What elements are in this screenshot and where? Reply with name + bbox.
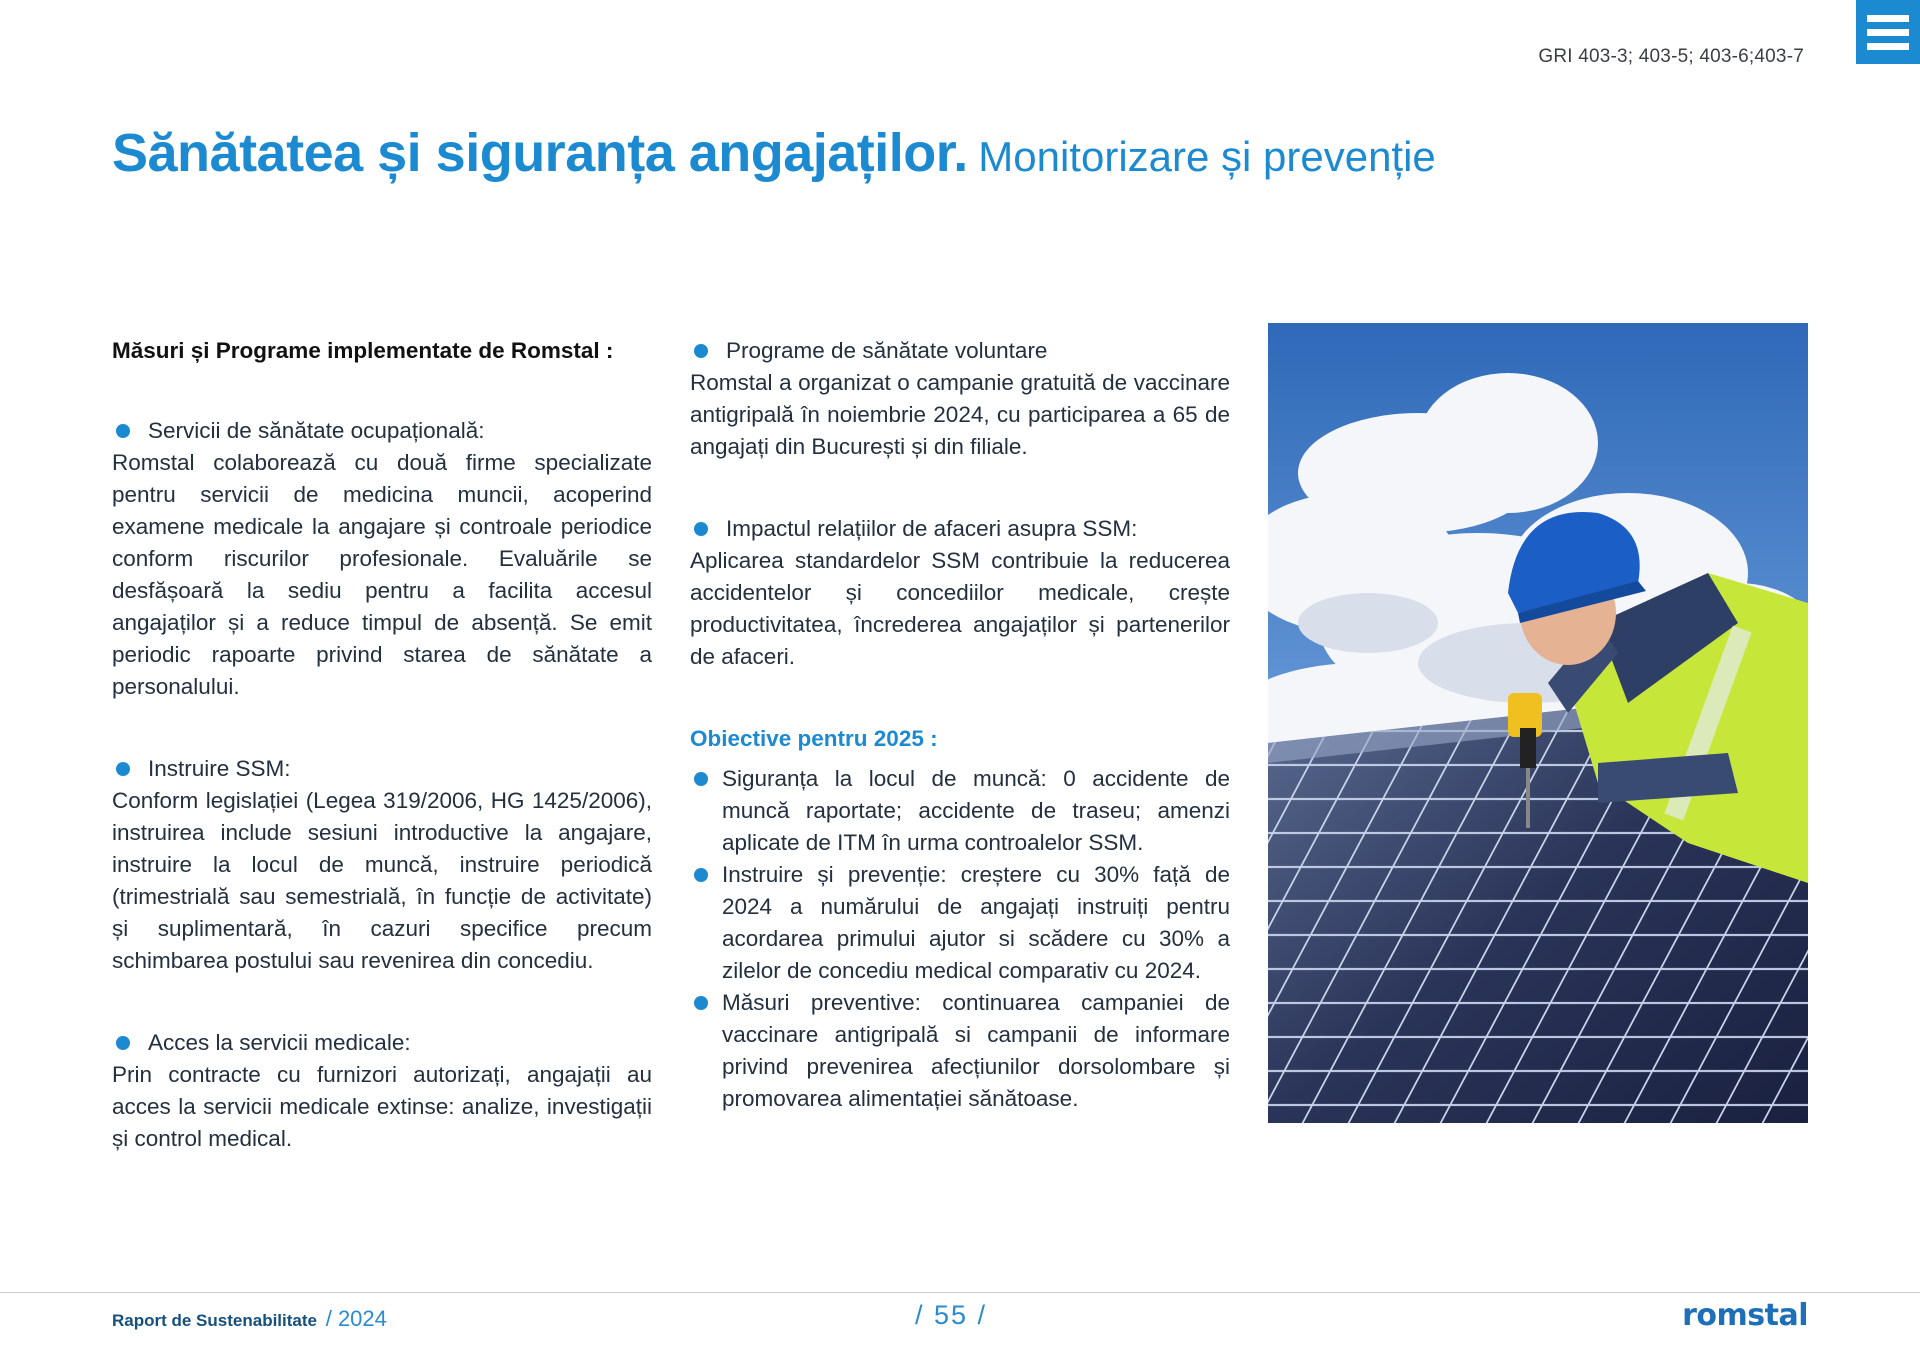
- bullet-dot-icon: [694, 522, 708, 536]
- hamburger-menu-icon[interactable]: [1856, 0, 1920, 64]
- bullet-dot-icon: [116, 424, 130, 438]
- page-title-strong: Sănătatea și siguranța angajaților.: [112, 123, 968, 183]
- page-number: / 55 /: [915, 1300, 988, 1330]
- objective-item: [690, 763, 1230, 859]
- program-text: Romstal a organizat o campanie gratuită de vaccinare antigripală în noiembrie 2024, cu participarea a 65 de angajați din București și din filiale.: [690, 370, 1230, 459]
- bullet-dot-icon: [694, 772, 708, 786]
- page-title: [112, 122, 1436, 184]
- bullet-dot-icon: [116, 1036, 130, 1050]
- page-title-subtitle: Monitorizare și prevenție: [978, 133, 1436, 180]
- measure-text: Conform legislației (Legea 319/2006, HG 1425/2006), instruirea include sesiuni introductive la angajare, instruire la locul de muncă, instruire periodică (trimestrială sau semestrială, în funcție de activitate) și suplimentară, în cazuri specifice precum schimbarea postului sau revenirea din concediu.: [112, 788, 652, 973]
- objective-text: Instruire și prevenție: creștere cu 30% față de 2024 a numărului de angajați instruiți pentru acordarea primului ajutor si scădere cu 30% a zilelor de concediu medical comparativ cu 2024.: [722, 862, 1230, 983]
- menu-bar: [1867, 29, 1909, 36]
- gri-reference: GRI 403-3; 403-5; 403-6;403-7: [1538, 46, 1804, 67]
- middle-column: [690, 335, 1230, 1115]
- program-title: Impactul relațiilor de afaceri asupra SSM:: [726, 516, 1138, 541]
- objective-item: [690, 987, 1230, 1115]
- left-column: [112, 335, 652, 1205]
- measure-title: Instruire SSM:: [148, 756, 291, 781]
- footer-report-year: / 2024: [325, 1306, 387, 1331]
- bullet-dot-icon: [694, 868, 708, 882]
- footer-report-label: [112, 1306, 387, 1332]
- objective-text: Siguranța la locul de muncă: 0 accidente de muncă raportate; accidente de traseu; amenzi aplicate de ITM în urma controalelor SSM.: [722, 766, 1230, 855]
- program-block: [690, 513, 1230, 673]
- measure-title: Servicii de sănătate ocupațională:: [148, 418, 485, 443]
- bullet-dot-icon: [116, 762, 130, 776]
- program-title: Programe de sănătate voluntare: [726, 338, 1048, 363]
- measure-block: [112, 415, 652, 703]
- bullet-dot-icon: [694, 996, 708, 1010]
- objectives-list: [690, 763, 1230, 1115]
- measure-block: [112, 1027, 652, 1155]
- objectives-heading: Obiective pentru 2025 :: [690, 726, 938, 751]
- footer-report-title: Raport de Sustenabilitate: [112, 1311, 317, 1330]
- menu-bar: [1867, 15, 1909, 22]
- solar-worker-photo: [1268, 323, 1808, 1123]
- bullet-dot-icon: [694, 344, 708, 358]
- measure-text: Romstal colaborează cu două firme specializate pentru servicii de medicina muncii, acoperind examene medicale la angajare și controale periodice conform riscurilor profesionale. Evaluările se desfășoară la sediu pentru a facilita accesul angajaților și a reduce timpul de absență. Se emit periodic rapoarte privind starea de sănătate a personalului.: [112, 450, 652, 699]
- measure-block: [112, 753, 652, 977]
- program-block: [690, 335, 1230, 463]
- measure-title: Acces la servicii medicale:: [148, 1030, 411, 1055]
- objective-item: [690, 859, 1230, 987]
- menu-bar: [1867, 43, 1909, 50]
- measures-heading: Măsuri și Programe implementate de Romstal :: [112, 338, 614, 363]
- footer-divider: [0, 1292, 1920, 1293]
- romstal-logo[interactable]: romstal: [1682, 1298, 1808, 1333]
- solar-worker-illustration: [1268, 323, 1808, 1123]
- program-text: Aplicarea standardelor SSM contribuie la reducerea accidentelor și concediilor medicale, crește productivitatea, încrederea angajaților și partenerilor de afaceri.: [690, 548, 1230, 669]
- objective-text: Măsuri preventive: continuarea campaniei de vaccinare antigripală si campanii de informare privind prevenirea afecțiunilor dorsolombare și promovarea alimentației sănătoase.: [722, 990, 1230, 1111]
- measure-text: Prin contracte cu furnizori autorizați, angajații au acces la servicii medicale extinse: analize, investigații și control medical.: [112, 1062, 652, 1151]
